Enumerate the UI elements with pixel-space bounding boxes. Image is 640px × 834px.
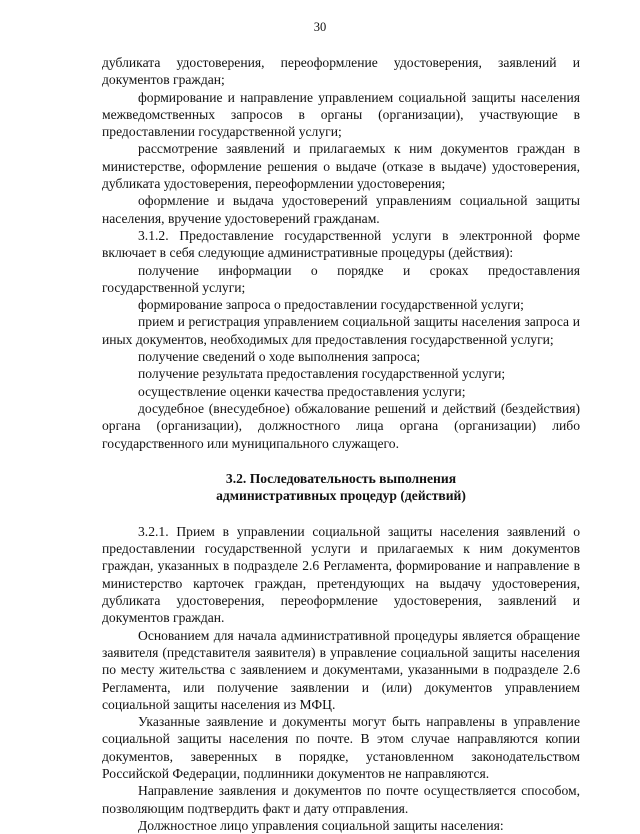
paragraph: формирование и направление управлением социальной защиты населения межведомственных запросов в органы (организации), участвующие в предоставлении государственной услуги; bbox=[102, 89, 580, 140]
paragraph: формирование запроса о предоставлении государственной услуги; bbox=[138, 297, 524, 313]
paragraph: досудебное (внесудебное) обжалование решений и действий (бездействия) органа (организации), должностного лица органа (организации) либо государственного или муниципального служащего. bbox=[102, 400, 580, 451]
paragraph: Основанием для начала административной процедуры является обращение заявителя (представителя заявителя) в управление социальной защиты населения по месту жительства с заявлением и документами, указанными в подразделе 2.6 Регламента, или получение заявлении и (или) документов управлением социальной защиты населения из МФЦ. bbox=[102, 627, 580, 712]
paragraph: Указанные заявление и документы могут быть направлены в управление социальной защиты населения по почте. В этом случае направляются копии документов, заверенных в порядке, установленном законодательством Российской Федерации, подлинники документов не направляются. bbox=[102, 714, 580, 781]
paragraph: оформление и выдача удостоверений управлениям социальной защиты населения, вручение удостоверений гражданам. bbox=[102, 193, 580, 226]
section-heading-line-1: 3.2. Последовательность выполнения bbox=[225, 470, 457, 486]
document-body bbox=[102, 54, 580, 834]
paragraph: рассмотрение заявлений и прилагаемых к ним документов граждан в министерстве, оформление решения о выдаче (отказе в выдаче) удостоверения, дубликата удостоверения, переоформлении удостоверения; bbox=[102, 141, 580, 192]
paragraph: получение результата предоставления государственной услуги; bbox=[138, 366, 506, 382]
paragraph: получение информации о порядке и сроках предоставления государственной услуги; bbox=[102, 262, 580, 295]
paragraph: Должностное лицо управления социальной защиты населения: bbox=[138, 817, 504, 833]
paragraph: дубликата удостоверения, переоформление удостоверения, заявлений и документов граждан; bbox=[102, 55, 580, 88]
paragraph: прием и регистрация управлением социальной защиты населения запроса и иных документов, необходимых для предоставления государственной услуги; bbox=[102, 314, 580, 347]
paragraph: 3.2.1. Прием в управлении социальной защиты населения заявлений о предоставлении государственной услуги и прилагаемых к ним документов граждан, указанных в подразделе 2.6 Регламента, формирование и направление в министерство карточек граждан, претендующих на выдачу удостоверения, дубликата удостоверения, переоформление удостоверения, заявлений и документов граждан. bbox=[102, 523, 580, 626]
spacer bbox=[102, 452, 580, 470]
paragraph: 3.1.2. Предоставление государственной услуги в электронной форме включает в себя следующие административные процедуры (действия): bbox=[102, 227, 580, 261]
spacer bbox=[102, 505, 580, 523]
paragraph: осуществление оценки качества предоставления услуги; bbox=[138, 383, 466, 399]
section-heading-line-2: административных процедур (действий) bbox=[216, 488, 466, 504]
page-number: 30 bbox=[313, 20, 327, 34]
paragraph: получение сведений о ходе выполнения запроса; bbox=[138, 349, 421, 365]
paragraph: Направление заявления и документов по почте осуществляется способом, позволяющим подтвердить факт и дату отправления. bbox=[102, 783, 580, 816]
